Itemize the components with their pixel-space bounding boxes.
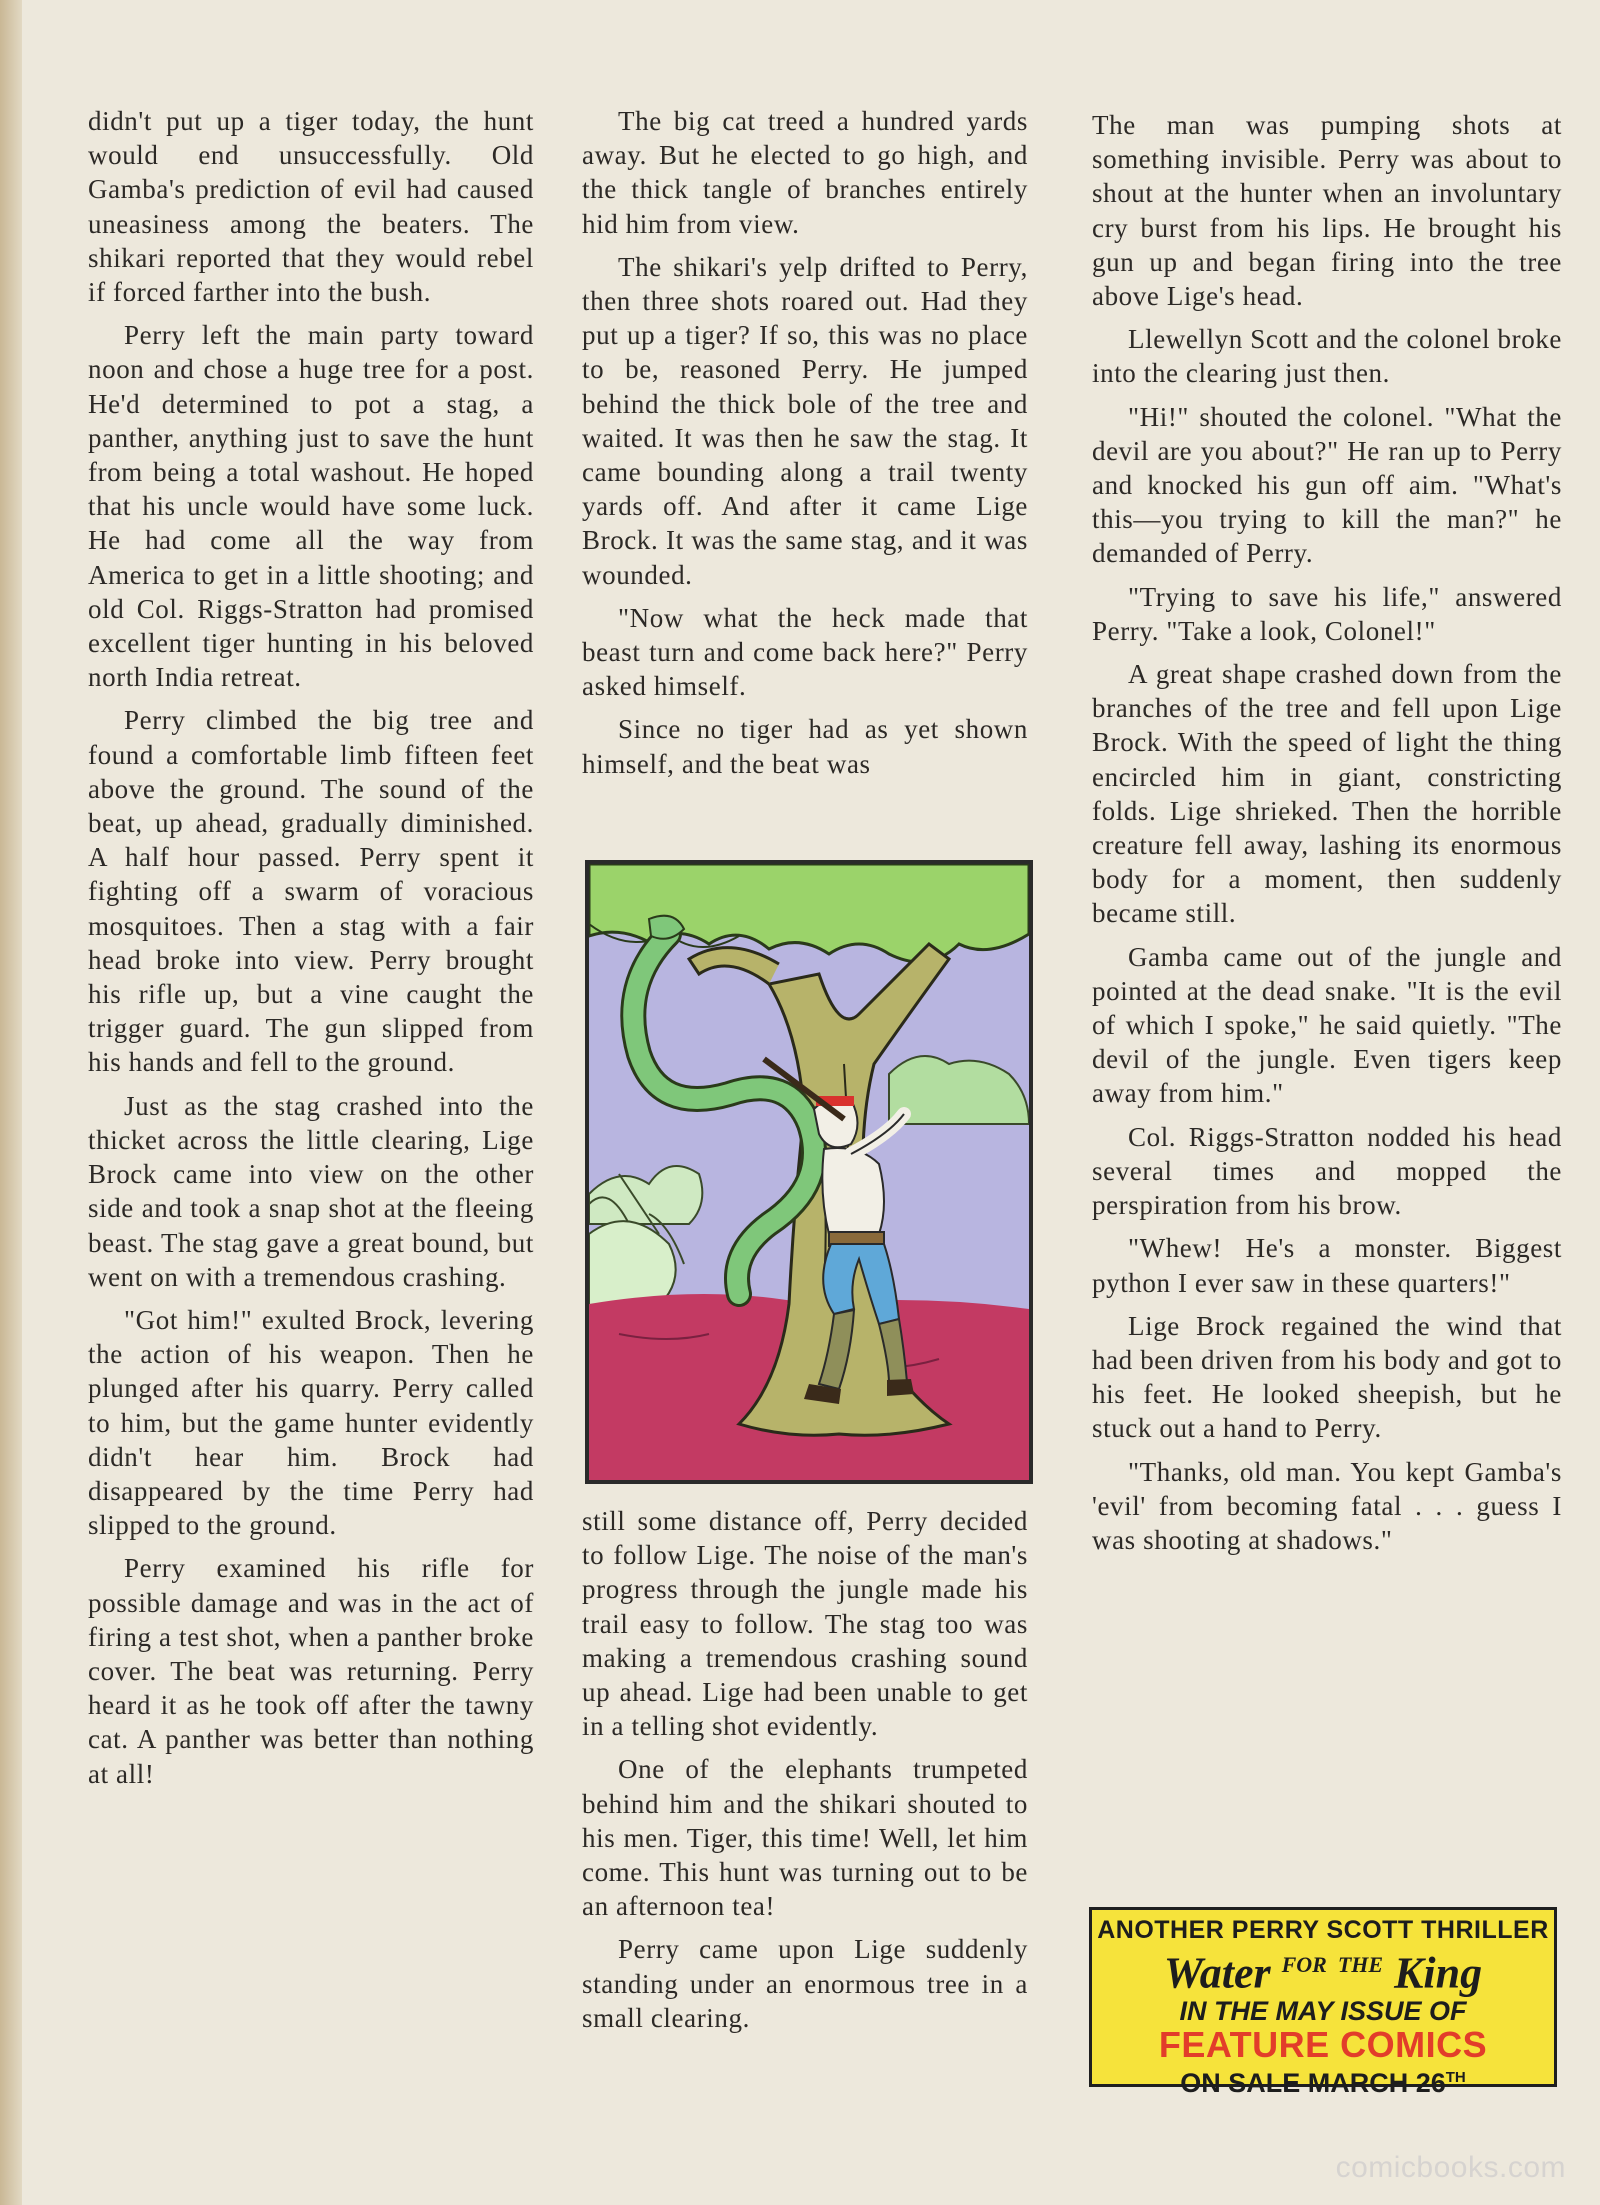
paragraph: "Trying to save his life," answered Perry. "Take a look, Colonel!" xyxy=(1092,581,1562,646)
paragraph: "Got him!" exulted Brock, levering the action of his weapon. Then he plunged after his quarry. Perry called to him, but the game hunter evidently didn't hear him. Brock had disappeared by the time Perry had slipped to the ground. xyxy=(88,1304,534,1541)
paragraph: Perry examined his rifle for possible damage and was in the act of firing a test shot, when a panther broke cover. The beat was returning. Perry heard it as he took off after the tawny cat. A panther was better than nothing at all! xyxy=(88,1553,534,1789)
paragraph: "Whew! He's a monster. Biggest python I ever saw in these quarters!" xyxy=(1092,1233,1562,1298)
ad-title-word: THE xyxy=(1337,1952,1384,1977)
site-watermark: comicbooks.com xyxy=(1335,2151,1566,2184)
paragraph: Perry climbed the big tree and found a comfortable limb fifteen feet above the ground. The sound of the beat, up ahead, gradually diminished. A half hour passed. Perry spent it fighting off a swarm of voracious mosquitoes. Then a stag with a fair head broke into view. Perry brought his rifle up, but a vine caught the trigger guard. The gun slipped from his hands and fell to the ground. xyxy=(88,705,534,1078)
paragraph: Gamba came out of the jungle and pointed at the dead snake. "It is the evil of which I spoke," he said quietly. "The devil of the jungle. Even tigers keep away from him." xyxy=(1092,941,1562,1109)
story-illustration xyxy=(585,860,1033,1484)
paragraph: didn't put up a tiger today, the hunt would end unsuccessfully. Old Gamba's prediction of evil had caused uneasiness among the beaters. The shikari reported that they would rebel if forced farther into the bush. xyxy=(88,106,534,308)
paragraph: "Hi!" shouted the colonel. "What the devil are you about?" He ran up to Perry and knocked his gun off aim. "What's this—you trying to kill the man?" he demanded of Perry. xyxy=(1092,401,1562,569)
paragraph: The man was pumping shots at something invisible. Perry was about to shout at the hunter when an involuntary cry burst from his lips. He brought his gun up and began firing into the tree above Lige's head. xyxy=(1092,110,1562,312)
paragraph: Since no tiger had as yet shown himself, and the beat was xyxy=(582,714,1028,779)
ad-story-title xyxy=(1092,1943,1554,1996)
text-column-right xyxy=(1092,108,1562,1566)
story-page xyxy=(22,0,1600,2205)
text-column-middle-top xyxy=(582,104,1028,790)
ad-magazine-name: FEATURE COMICS xyxy=(1158,2023,1488,2065)
paragraph: The shikari's yelp drifted to Perry, then three shots roared out. Had they put up a tiger? If so, this was no place to be, reasoned Perry. He jumped behind the thick bole of the tree and waited. It was then he saw the stag. It came bounding along a trail twenty yards off. And after it came Lige Brock. It was the same stag, and it was wounded. xyxy=(582,251,1028,590)
ad-sale-date-suffix: TH xyxy=(1445,2068,1466,2086)
ad-sale-date-text: ON SALE MARCH 26 xyxy=(1180,2067,1446,2098)
ad-title-word: Water xyxy=(1163,1948,1271,1998)
paragraph: Perry came upon Lige suddenly standing under an enormous tree in a small clearing. xyxy=(582,1934,1028,2033)
paragraph: Llewellyn Scott and the colonel broke into the clearing just then. xyxy=(1092,324,1562,389)
ad-sale-date xyxy=(1092,2063,1554,2098)
paragraph: Perry left the main party toward noon and chose a huge tree for a post. He'd determined to pot a stag, a panther, anything just to save the hunt from being a total washout. He hoped that his uncle would have some luck. He had come all the way from America to get in a little shooting; and old Col. Riggs-Stratton had promised excellent tiger hunting in his beloved north India retreat. xyxy=(88,320,534,693)
paragraph: One of the elephants trumpeted behind him and the shikari shouted to his men. Tiger, this time! Well, let him come. This hunt was turning out to be an afternoon tea! xyxy=(582,1754,1028,1922)
text-column-middle-bottom xyxy=(582,1504,1028,2044)
paragraph: The big cat treed a hundred yards away. But he elected to go high, and the thick tangle of branches entirely hid him from view. xyxy=(582,106,1028,239)
text-column-left xyxy=(88,104,534,1800)
ad-title-word: King xyxy=(1394,1948,1483,1998)
paragraph: Just as the stag crashed into the thicket across the little clearing, Lige Brock came into view on the other side and took a snap shot at the fleeing beast. The stag gave a great bound, but went on with a tremendous crashing. xyxy=(88,1090,534,1292)
ad-issue-line: IN THE MAY ISSUE OF xyxy=(1179,1995,1467,2026)
book-spine-shadow xyxy=(0,0,22,2205)
paragraph: "Now what the heck made that beast turn and come back here?" Perry asked himself. xyxy=(582,602,1028,702)
hunter-and-python-drawing xyxy=(589,864,1029,1480)
paragraph: Col. Riggs-Stratton nodded his head several times and mopped the perspiration from his brow. xyxy=(1092,1121,1562,1221)
ad-title-word: FOR xyxy=(1281,1952,1327,1977)
next-issue-advertisement xyxy=(1089,1907,1557,2098)
ad-tagline: ANOTHER PERRY SCOTT THRILLER xyxy=(1097,1916,1549,1944)
paragraph: A great shape crashed down from the branches of the tree and fell upon Lige Brock. With the speed of light the thing encircled him in giant, constricting folds. Lige shrieked. Then the horrible creature fell away, lashing its enormous body for a moment, then suddenly became still. xyxy=(1092,659,1562,929)
paragraph: "Thanks, old man. You kept Gamba's 'evil' from becoming fatal . . . guess I was shooting at shadows." xyxy=(1092,1456,1562,1555)
paragraph: Lige Brock regained the wind that had been driven from his body and got to his feet. He looked sheepish, but he stuck out a hand to Perry. xyxy=(1092,1310,1562,1444)
paragraph: still some distance off, Perry decided to follow Lige. The noise of the man's progress through the jungle made his trail easy to follow. The stag too was making a tremendous crashing sound up ahead. Lige had been unable to get in a telling shot evidently. xyxy=(582,1506,1028,1742)
